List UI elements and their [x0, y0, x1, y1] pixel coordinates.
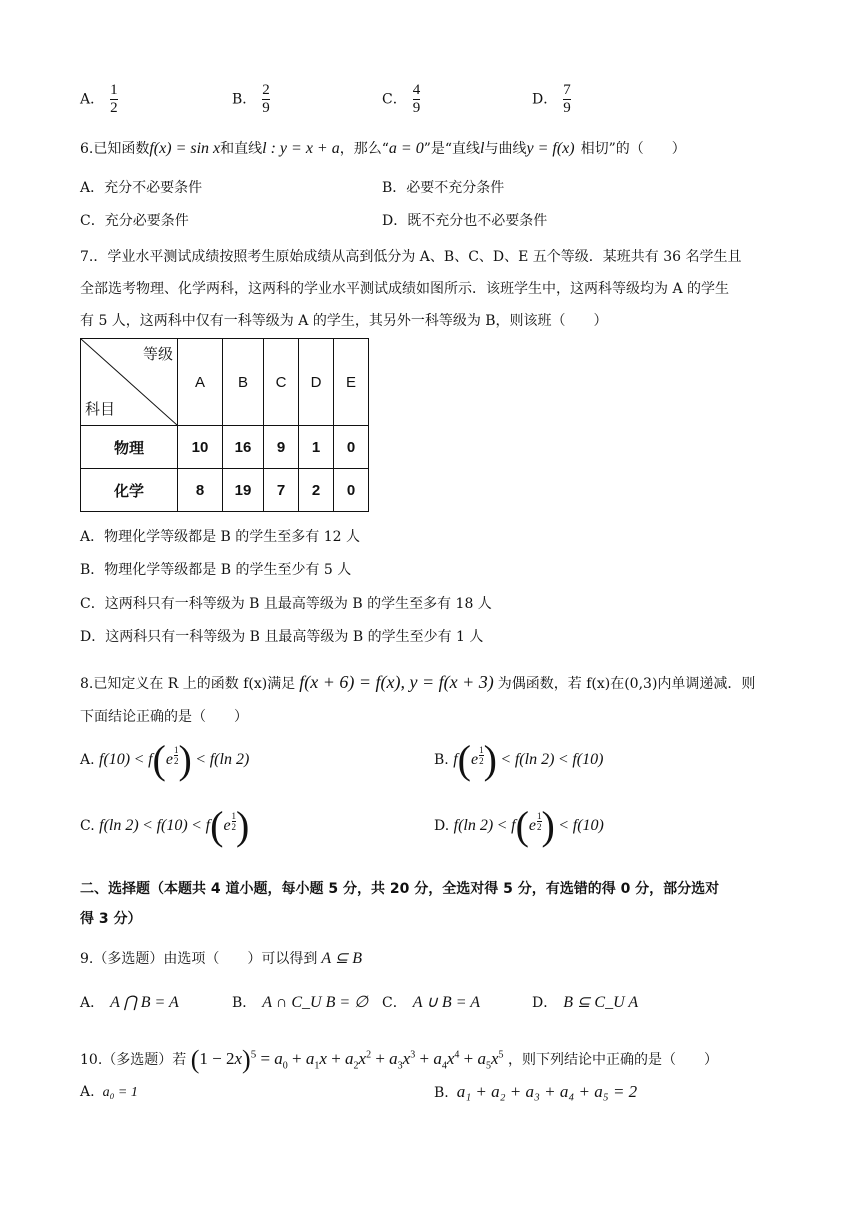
q10-stem: 10.（多选题）若 $(1 - 2x)^5 = a_0 + a_1x + a_2x^2 + a_3x^3 + a_4x^4 + a_5x^5$ ，则下列结论中正确的是（ ） — [80, 1045, 718, 1074]
q9-stem: 9.（多选题）由选项（ ）可以得到 A ⊆ B — [80, 950, 363, 967]
grade-table-header-row — [81, 339, 369, 426]
q5-option-b: B． $\frac{2}{9}$ — [232, 82, 270, 116]
header-grade-b: B — [223, 339, 264, 426]
table-cell: 1 — [299, 426, 334, 469]
q5-option-d: D． $\frac{7}{9}$ — [532, 82, 571, 116]
table-cell: 7 — [264, 469, 299, 512]
q7-option-d: D．这两科只有一科等级为 B 且最高等级为 B 的学生至少有 1 人 — [80, 629, 484, 645]
q10-expansion: $(1 - 2x)^5 = a_0 + a_1x + a_2x^2 + a_3x^3 + a_4x^4 + a_5x^5$ — [190, 1045, 504, 1074]
q6-option-c: C．充分必要条件 — [80, 213, 189, 229]
q9-option-b: B． A ∩ C_U B = ∅ — [232, 994, 369, 1011]
q6-option-d: D．既不充分也不必要条件 — [382, 213, 548, 229]
q10-option-b: B. a₁ + a₂ + a₃ + a₄ + a₅ = 2 — [434, 1082, 638, 1101]
corner-label-grade: 等级 — [142, 345, 173, 363]
q7-stem-line-2: 全部选考物理、化学两科，这两科的学业水平测试成绩如图所示．该班学生中，这两科等级均为 A 的学生 — [80, 281, 730, 297]
row-subject-physics: 物理 — [81, 426, 178, 469]
grade-table-corner — [81, 339, 178, 426]
q10-option-a: A. a₀ = 1 — [80, 1084, 138, 1100]
q8-option-c: C. f(ln 2) < f(10) < f(e $^{\frac{1}{2}}$ ) — [80, 803, 250, 848]
table-cell: 9 — [264, 426, 299, 469]
q8-option-a: A. f(10) < f(e $^{\frac{1}{2}}$ ) < f(ln 2) — [80, 737, 250, 782]
q8-option-b: B. f(e $^{\frac{1}{2}}$ ) < f(ln 2) < f(10) — [434, 737, 604, 782]
table-cell: 0 — [334, 426, 369, 469]
q8-option-d: D. f(ln 2) < f(e $^{\frac{1}{2}}$ ) < f(10) — [434, 803, 604, 848]
q9-option-d: D． B ⊆ C_U A — [532, 994, 639, 1011]
corner-label-subject: 科目 — [85, 400, 116, 418]
q7-option-b: B．物理化学等级都是 B 的学生至少有 5 人 — [80, 562, 352, 578]
section-2-heading-cont: 得 3 分） — [80, 911, 142, 927]
q7-option-c: C．这两科只有一科等级为 B 且最高等级为 B 的学生至多有 18 人 — [80, 596, 492, 612]
table-cell: 10 — [178, 426, 223, 469]
table-cell: 2 — [299, 469, 334, 512]
q6-option-b: B．必要不充分条件 — [382, 180, 505, 196]
q7-option-a: A．物理化学等级都是 B 的学生至多有 12 人 — [80, 529, 361, 545]
row-subject-chemistry: 化学 — [81, 469, 178, 512]
q8-stem-line-1: 8.已知定义在 R 上的函数 f(x)满足 f(x + 6) = f(x), y = f(x + 3) 为偶函数，若 f(x)在(0,3)内单调递减．则 — [80, 672, 756, 692]
table-cell: 16 — [223, 426, 264, 469]
q5-option-c: C． $\frac{4}{9}$ — [382, 82, 421, 116]
header-grade-c: C — [264, 339, 299, 426]
section-2-heading: 二、选择题（本题共 4 道小题，每小题 5 分，共 20 分，全选对得 5 分，有选错的得 0 分，部分选对 — [80, 881, 720, 897]
q7-stem-line-1: 7.．学业水平测试成绩按照考生原始成绩从高到低分为 A、B、C、D、E 五个等级．某班共有 36 名学生且 — [80, 249, 742, 265]
table-cell: 0 — [334, 469, 369, 512]
table-cell: 8 — [178, 469, 223, 512]
table-cell: 19 — [223, 469, 264, 512]
grade-table — [80, 338, 369, 512]
q7-stem-line-3: 有 5 人，这两科中仅有一科等级为 A 的学生，其另外一科等级为 B，则该班（ ） — [80, 313, 608, 329]
q5-option-a: A． $\frac{1}{2}$ — [80, 82, 118, 116]
q6-option-a: A．充分不必要条件 — [80, 180, 203, 196]
q8-stem-line-2: 下面结论正确的是（ ） — [80, 709, 248, 725]
q9-option-c: C． A ∪ B = A — [382, 994, 480, 1011]
table-row — [81, 426, 369, 469]
header-grade-a: A — [178, 339, 223, 426]
header-grade-e: E — [334, 339, 369, 426]
q9-option-a: A． A ⋂ B = A — [80, 994, 179, 1011]
header-grade-d: D — [299, 339, 334, 426]
table-row — [81, 469, 369, 512]
q6-stem: 6.已知函数f(x) = sin x和直线l : y = x + a，那么“a = 0”是“直线l与曲线y = f(x) 相切”的（ ） — [80, 140, 686, 157]
